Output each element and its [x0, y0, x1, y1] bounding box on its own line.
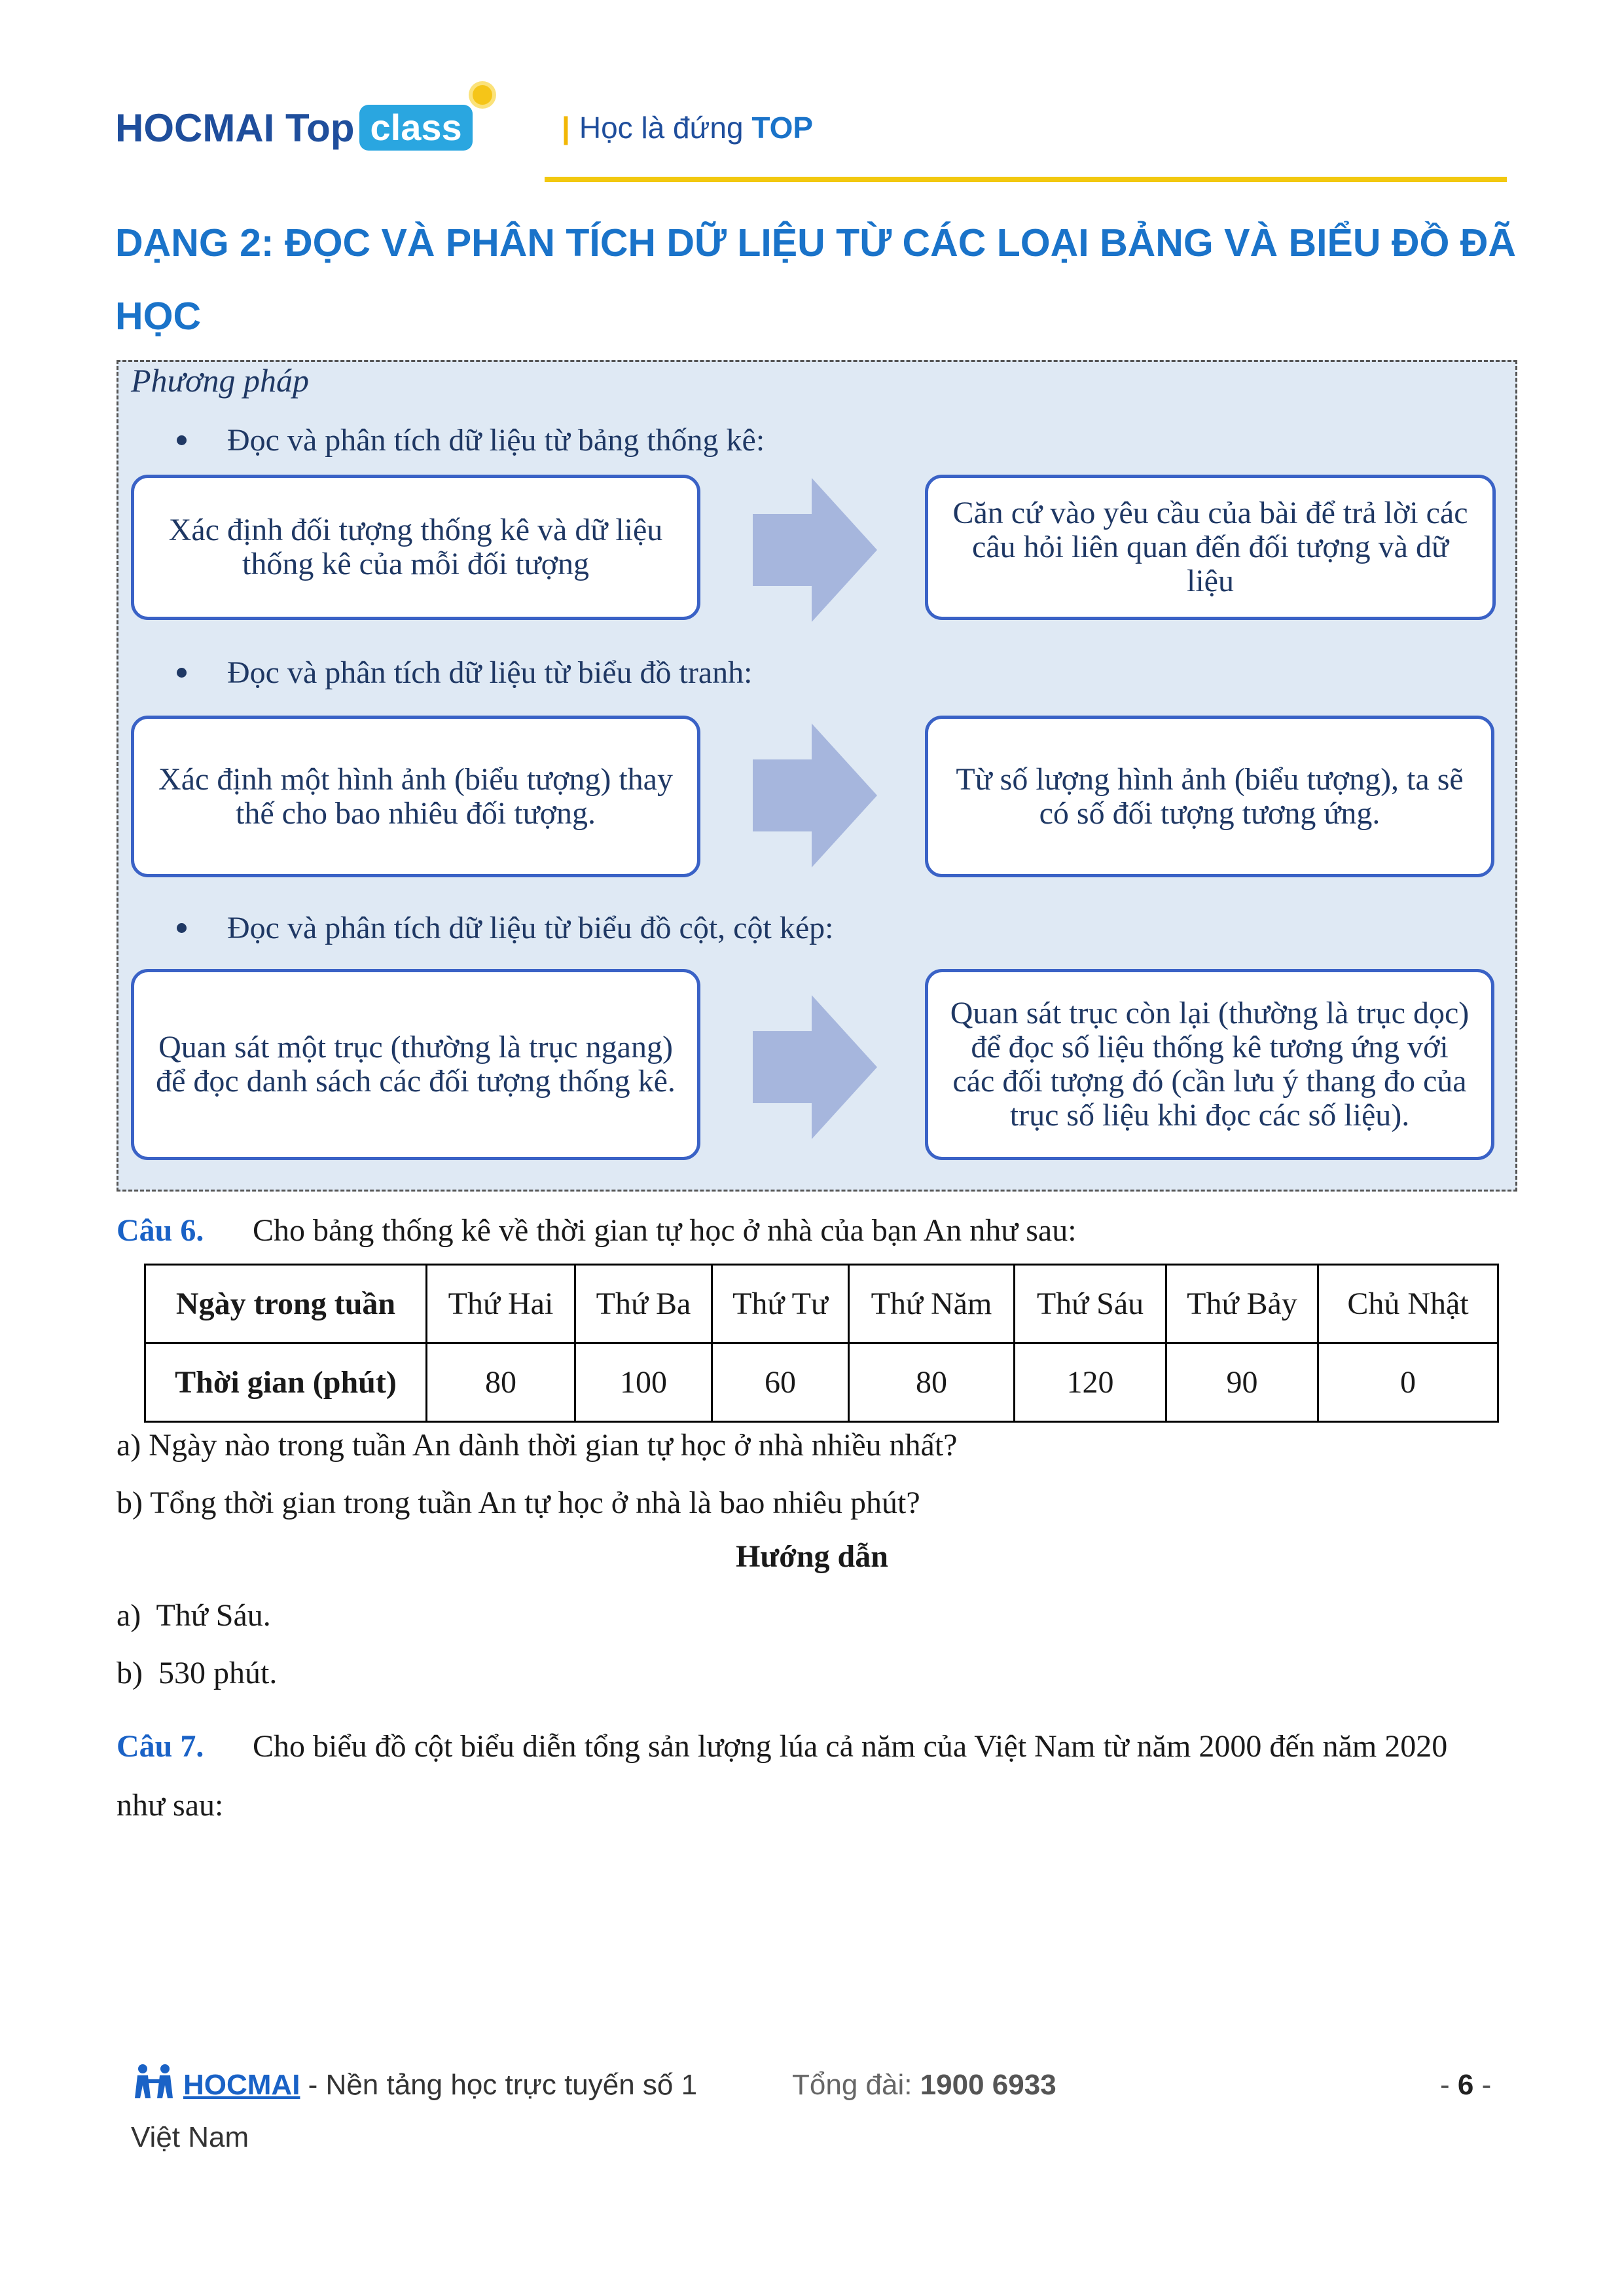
answer-b-text: 530 phút. — [158, 1656, 278, 1690]
method-step-3-heading — [177, 910, 833, 946]
table-cell: Thứ Tư — [712, 1265, 849, 1343]
table-row — [145, 1343, 1498, 1422]
header-tagline: | Học là đứng TOP — [562, 111, 814, 145]
table-cell: 120 — [1015, 1343, 1166, 1422]
table-cell: Thứ Ba — [575, 1265, 712, 1343]
hocmai-topclass-logo — [115, 105, 473, 151]
question-6-part-a: a) Ngày nào trong tuần An dành thời gian tự học ở nhà nhiều nhất? — [117, 1428, 958, 1463]
step-3-bullet-text: Đọc và phân tích dữ liệu từ biểu đồ cột, cột kép: — [227, 911, 834, 945]
right-arrow-icon — [753, 723, 877, 867]
table-cell: 80 — [849, 1343, 1015, 1422]
table-cell: Thứ Sáu — [1015, 1265, 1166, 1343]
table-cell: 60 — [712, 1343, 849, 1422]
question-6-part-b: b) Tổng thời gian trong tuần An tự học ở nhà là bao nhiêu phút? — [117, 1485, 920, 1520]
answer-b — [117, 1655, 277, 1691]
page-suffix: - — [1473, 2069, 1492, 2101]
footer-slogan-cont: Việt Nam — [131, 2121, 249, 2153]
table-cell: 100 — [575, 1343, 712, 1422]
hotline-number: 1900 6933 — [920, 2069, 1056, 2101]
question-6-text: Cho bảng thống kê về thời gian tự học ở nhà của bạn An như sau: — [253, 1213, 1077, 1248]
question-7-text-cont: như sau: — [117, 1788, 224, 1823]
table-cell: Chủ Nhật — [1318, 1265, 1498, 1343]
question-7-text: Cho biểu đồ cột biểu diễn tổng sản lượng lúa cả năm của Việt Nam từ năm 2000 đến năm 2020 — [253, 1729, 1448, 1764]
table-cell: 90 — [1166, 1343, 1318, 1422]
tagline-text: Học là đứng — [579, 111, 744, 145]
footer-brand-line — [183, 2069, 697, 2102]
answer-a-text: Thứ Sáu. — [156, 1598, 271, 1633]
footer-hotline — [792, 2069, 1056, 2102]
step-1-right-box: Căn cứ vào yêu cầu của bài để trả lời các câu hỏi liên quan đến đối tượng và dữ liệu — [925, 475, 1496, 620]
step-3-left-box: Quan sát một trục (thường là trục ngang) để đọc danh sách các đối tượng thống kê. — [131, 969, 700, 1160]
step-3-right-box: Quan sát trục còn lại (thường là trục dọc) để đọc số liệu thống kê tương ứng với các đối tượng đó (cần lưu ý thang đo của trục số liệu khi đọc các số liệu). — [925, 969, 1494, 1160]
table-cell: 80 — [427, 1343, 575, 1422]
question-7-number: Câu 7. — [117, 1729, 204, 1764]
answer-a — [117, 1597, 271, 1633]
table-header-day: Ngày trong tuần — [145, 1265, 427, 1343]
answer-a-label: a) — [117, 1598, 141, 1633]
bullet-icon — [177, 923, 187, 933]
study-time-table — [144, 1264, 1499, 1423]
question-6 — [117, 1212, 1077, 1248]
bullet-icon — [177, 668, 187, 678]
table-cell: Thứ Năm — [849, 1265, 1015, 1343]
step-2-left-box: Xác định một hình ảnh (biểu tượng) thay thế cho bao nhiêu đối tượng. — [131, 716, 700, 877]
hocmai-people-icon — [131, 2062, 177, 2102]
table-cell: 0 — [1318, 1343, 1498, 1422]
table-cell: Thứ Bảy — [1166, 1265, 1318, 1343]
page-number-value: 6 — [1457, 2069, 1474, 2101]
right-arrow-icon — [753, 995, 877, 1139]
header-divider — [545, 177, 1507, 182]
logo-main-text: HOCMAI Top — [115, 105, 355, 150]
method-step-1-heading — [177, 422, 765, 458]
footer-brand-link[interactable]: HOCMAI — [183, 2069, 300, 2101]
tagline-top: TOP — [751, 111, 814, 145]
right-arrow-icon — [753, 478, 877, 622]
bullet-icon — [177, 435, 187, 445]
question-7 — [117, 1728, 1447, 1764]
step-1-left-box: Xác định đối tượng thống kê và dữ liệu thống kê của mỗi đối tượng — [131, 475, 700, 620]
answer-b-label: b) — [117, 1656, 143, 1690]
table-header-time: Thời gian (phút) — [145, 1343, 427, 1422]
guide-title: Hướng dẫn — [736, 1539, 888, 1574]
footer-slogan: - Nền tảng học trực tuyến số 1 — [300, 2069, 698, 2101]
step-2-right-box: Từ số lượng hình ảnh (biểu tượng), ta sẽ có số đối tượng tương ứng. — [925, 716, 1494, 877]
logo-badge-text: class — [370, 107, 462, 148]
step-1-bullet-text: Đọc và phân tích dữ liệu từ bảng thống kê: — [227, 423, 765, 458]
page-prefix: - — [1440, 2069, 1458, 2101]
method-label: Phương pháp — [131, 362, 309, 399]
logo-class-badge — [359, 105, 472, 151]
page-number — [1440, 2069, 1491, 2102]
hotline-label: Tổng đài: — [792, 2069, 920, 2101]
sun-icon — [473, 85, 492, 105]
question-6-number: Câu 6. — [117, 1213, 204, 1248]
table-row — [145, 1265, 1498, 1343]
step-2-bullet-text: Đọc và phân tích dữ liệu từ biểu đồ tranh: — [227, 655, 753, 690]
table-cell: Thứ Hai — [427, 1265, 575, 1343]
method-step-2-heading — [177, 655, 753, 691]
page-title: DẠNG 2: ĐỌC VÀ PHÂN TÍCH DỮ LIỆU TỪ CÁC LOẠI BẢNG VÀ BIỂU ĐỒ ĐÃ HỌC — [115, 221, 1516, 338]
